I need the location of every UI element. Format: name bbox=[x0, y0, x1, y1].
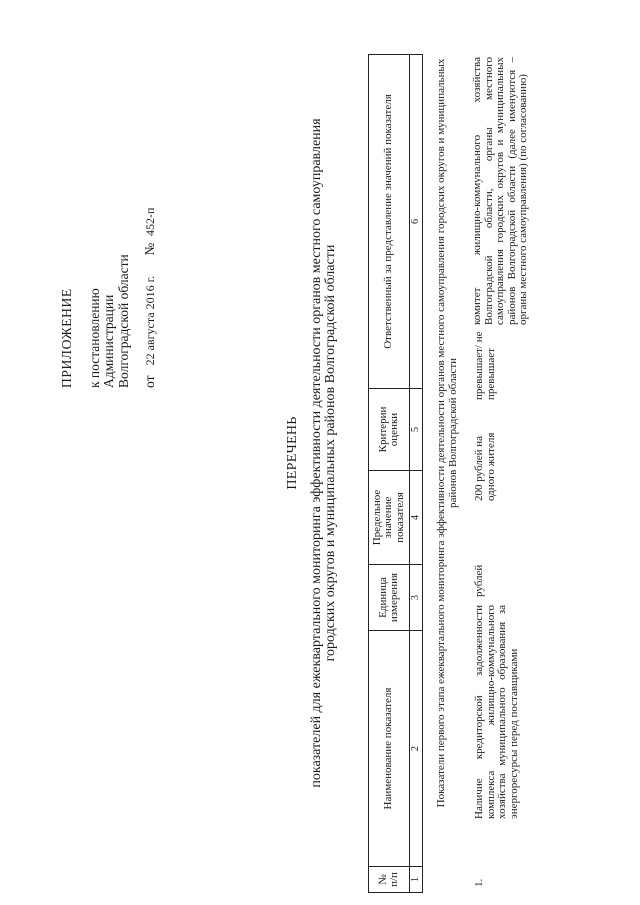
section-title: Показатели первого этапа ежеквартального мониторинга эффективности деятельности органов местного самоуправления городских округов и муниципальных районов Волгоградской области bbox=[435, 58, 459, 808]
table-column-number-row bbox=[410, 55, 423, 893]
header-cell-limit: Предельное значение показателя bbox=[369, 471, 410, 565]
row-responsible: комитет жилищно-коммунального хозяйства Волгоградской области, органы местного самоуправления городских округов и муниципальных районов Волгоградской области (далее именуются – органы местного самоуправления) (по согласованию) bbox=[471, 57, 529, 325]
number-value: 452-п bbox=[143, 207, 157, 236]
header-cell-number: № п/п bbox=[369, 867, 410, 893]
row-indicator-name: Наличие кредиторской задолженности комплекса жилищно-коммунального хозяйства муниципального образования за энергоресурсы перед поставщиками bbox=[473, 605, 520, 819]
heading-line-2: городских округов и муниципальных районов Волгоградской области bbox=[323, 244, 338, 662]
row-unit: рублей bbox=[473, 564, 485, 597]
column-number-cell: 3 bbox=[410, 565, 423, 631]
document-heading bbox=[286, 73, 338, 833]
date-value: 22 августа 2016 г. bbox=[143, 275, 157, 366]
row-criteria: превышает/ не превышает bbox=[473, 331, 497, 400]
header-cell-criteria: Критерии оценки bbox=[369, 389, 410, 471]
appendix-line-1: к постановлению bbox=[86, 288, 102, 388]
column-number-cell: 6 bbox=[410, 55, 423, 389]
indicators-table bbox=[368, 54, 423, 893]
appendix-line-2: Администрации bbox=[101, 294, 116, 388]
table-header-row bbox=[369, 55, 410, 893]
column-number-cell: 4 bbox=[410, 471, 423, 565]
appendix-date-line bbox=[143, 208, 158, 388]
date-prefix: от bbox=[142, 375, 157, 388]
appendix-title: ПРИЛОЖЕНИЕ bbox=[59, 288, 74, 388]
number-prefix: № bbox=[142, 242, 157, 256]
heading-title: ПЕРЕЧЕНЬ bbox=[285, 416, 300, 490]
header-cell-unit: Единица измерения bbox=[369, 565, 410, 631]
heading-line-1: показателей для ежеквартального мониторинга эффективности деятельности органов местного самоуправления bbox=[309, 118, 324, 788]
column-number-cell: 2 bbox=[410, 631, 423, 867]
row-limit-value: 200 рублей на одного жителя bbox=[473, 432, 497, 501]
header-cell-responsible: Ответственный за представление значений показателя bbox=[369, 55, 410, 389]
appendix-block bbox=[60, 208, 158, 388]
appendix-line-3: Волгоградской области bbox=[115, 254, 131, 388]
column-number-cell: 1 bbox=[410, 867, 423, 893]
header-cell-name: Наименование показателя bbox=[369, 631, 410, 867]
row-number: 1. bbox=[473, 878, 485, 887]
column-number-cell: 5 bbox=[410, 389, 423, 471]
